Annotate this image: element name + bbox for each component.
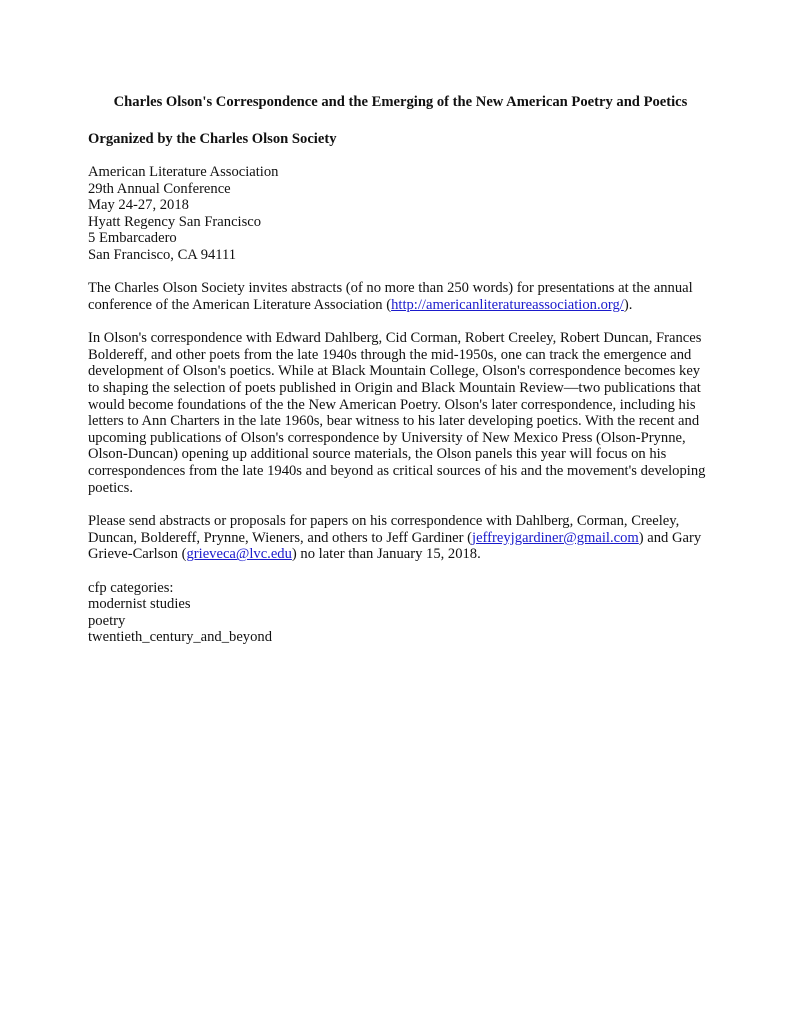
address-line: San Francisco, CA 94111	[88, 246, 237, 263]
submission-paragraph	[88, 513, 713, 563]
conference-address	[88, 164, 713, 263]
document-page	[88, 94, 713, 646]
address-line: 29th Annual Conference	[88, 180, 231, 197]
address-line: Hyatt Regency San Francisco	[88, 213, 262, 230]
submission-text: ) and Gary Grieve-Carlson (	[88, 529, 702, 563]
cfp-categories	[88, 580, 713, 646]
ala-website-link[interactable]: http://americanliteratureassociation.org/	[391, 296, 624, 313]
organizer-line: Organized by the Charles Olson Society	[88, 131, 337, 148]
address-line: American Literature Association	[88, 164, 279, 180]
categories-heading: cfp categories:	[88, 579, 174, 596]
gardiner-email-link[interactable]: jeffreyjgardiner@gmail.com	[472, 529, 639, 546]
submission-text: Please send abstracts or proposals for papers on his correspondence with Dahlberg, Corman, Creeley, Duncan, Boldereff, Prynne, Wieners, and others to Jeff Gardiner (	[88, 513, 680, 546]
address-line: May 24-27, 2018	[88, 197, 189, 213]
category-item: poetry	[88, 612, 126, 629]
document-title: Charles Olson's Correspondence and the Emerging of the New American Poetry and Poetics	[113, 94, 688, 110]
address-line: 5 Embarcadero	[88, 230, 177, 246]
intro-text: The Charles Olson Society invites abstracts (of no more than 250 words) for presentations at the annual conference of the American Literature Association (	[88, 280, 693, 313]
intro-text-end: ).	[623, 296, 633, 313]
body-paragraph: In Olson's correspondence with Edward Dahlberg, Cid Corman, Robert Creeley, Robert Duncan, Frances Boldereff, and other poets from the late 1940s through the mid-1950s, one can track the emergence and development of Olson's poetics. While at Black Mountain College, Olson's correspondence becomes key to shaping the selection of poets published in Origin and Black Mountain Review—two publications that would become foundations of the the New American Poetry. Olson's later correspondence, including his letters to Ann Charters in the late 1960s, bear witness to his later developing poetics. With the recent and upcoming publications of Olson's correspondence by University of New Mexico Press (Olson-Prynne, Olson-Duncan) opening up additional source materials, the Olson panels this year will focus on his correspondences from the late 1940s and beyond as critical sources of his and the movement's developing poetics.	[88, 330, 706, 496]
category-item: modernist studies	[88, 596, 191, 613]
submission-text: ) no later than January 15, 2018.	[291, 546, 481, 563]
grieve-carlson-email-link[interactable]: grieveca@lvc.edu	[186, 546, 292, 563]
intro-paragraph	[88, 280, 713, 313]
category-item: twentieth_century_and_beyond	[88, 629, 272, 646]
